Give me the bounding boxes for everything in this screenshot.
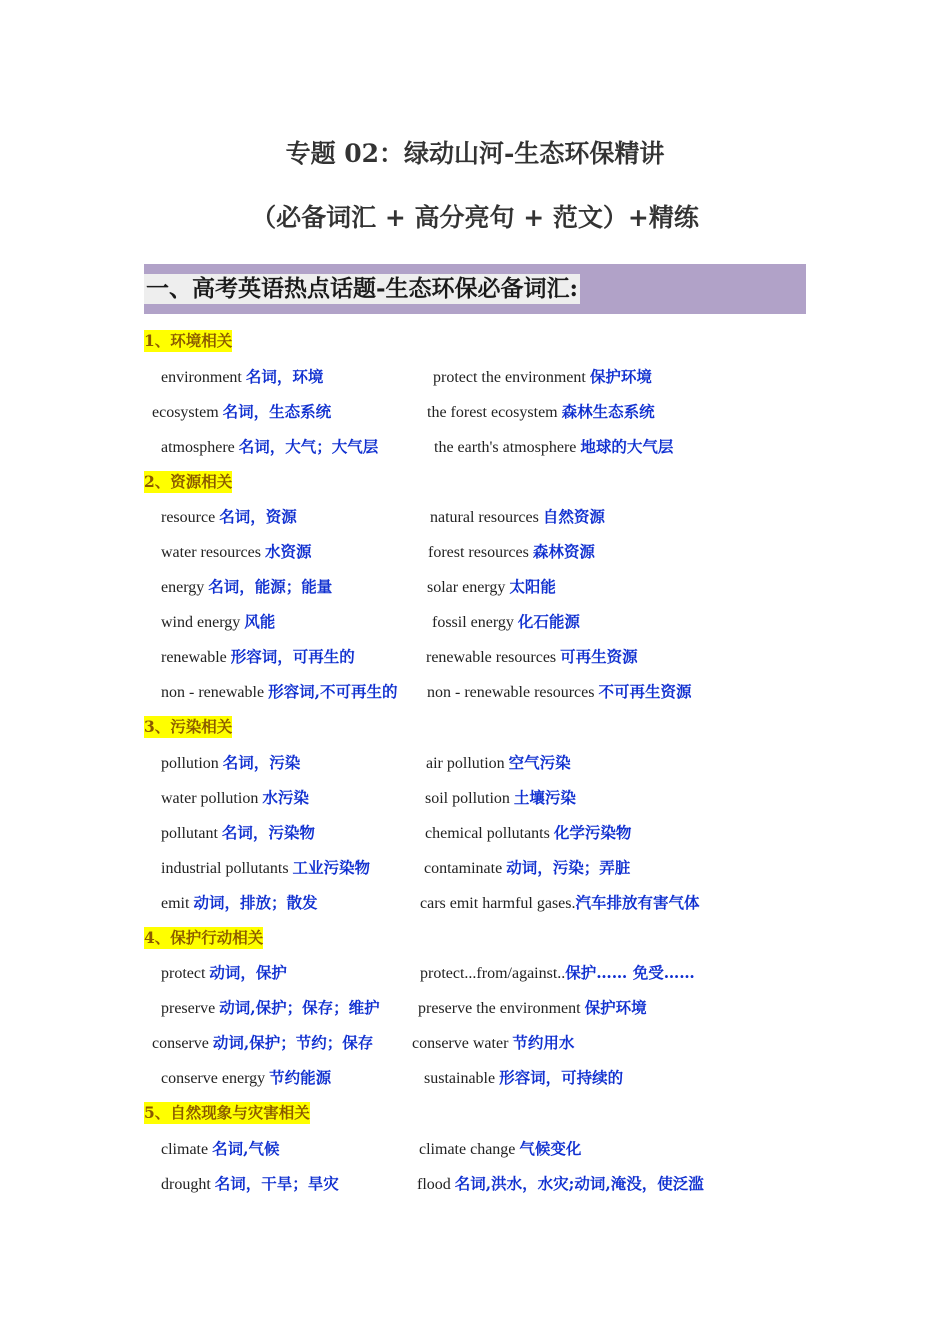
vocab-entry (420, 962, 695, 984)
vocab-entry (432, 611, 580, 633)
vocab-entry (152, 401, 331, 423)
vocab-chinese: 形容词，可再生的 (230, 647, 355, 666)
vocab-english: natural resources (430, 509, 539, 526)
vocab-entry (161, 892, 317, 914)
vocab-chinese: 名词，资源 (219, 507, 297, 526)
vocab-english: energy (161, 579, 205, 596)
vocab-chinese: 太阳能 (509, 577, 556, 596)
vocab-chinese: 地球的大气层 (580, 437, 674, 456)
vocab-entry (417, 1173, 704, 1195)
vocab-english: flood (417, 1176, 451, 1193)
vocab-english: water pollution (161, 790, 259, 807)
vocab-english: solar energy (427, 579, 506, 596)
vocab-chinese: 名词，环境 (245, 367, 324, 386)
vocab-english: cars emit harmful gases. (420, 895, 576, 912)
vocab-entry (433, 366, 652, 388)
vocab-entry (426, 752, 571, 774)
vocab-english: ecosystem (152, 404, 219, 421)
vocab-chinese: 名词，能源；能量 (208, 577, 333, 596)
vocab-entry (161, 962, 287, 984)
vocab-chinese: 不可再生资源 (598, 682, 692, 701)
vocab-english: contaminate (424, 860, 503, 877)
vocab-chinese: 保护…… 免受…… (565, 963, 695, 982)
vocab-chinese: 形容词，可持续的 (499, 1068, 624, 1087)
vocab-english: protect (161, 965, 206, 982)
vocab-chinese: 化石能源 (517, 612, 580, 631)
vocab-chinese: 名词,洪水，水灾;动词,淹没，使泛滥 (454, 1174, 704, 1193)
vocab-entry (427, 576, 556, 598)
vocab-chinese: 动词,保护；保存；维护 (219, 998, 380, 1017)
vocab-entry (161, 366, 323, 388)
section-heading: 一、高考英语热点话题-生态环保必备词汇: (146, 275, 579, 302)
vocab-entry (420, 892, 700, 914)
vocab-chinese: 工业污染物 (292, 858, 371, 877)
vocab-english: drought (161, 1176, 211, 1193)
vocab-entry (161, 997, 380, 1019)
vocab-chinese: 名词，污染物 (221, 823, 315, 842)
vocab-entry (161, 681, 397, 703)
vocab-entry (161, 541, 311, 563)
vocab-english: pollution (161, 755, 219, 772)
vocab-entry (161, 822, 315, 844)
vocab-entry (434, 436, 673, 458)
vocab-english: forest resources (428, 544, 529, 561)
vocab-entry (427, 401, 655, 423)
vocab-chinese: 动词，保护 (209, 963, 287, 982)
vocab-entry (161, 646, 355, 668)
vocab-chinese: 气候变化 (519, 1139, 582, 1158)
vocab-english: pollutant (161, 825, 218, 842)
vocab-english: sustainable (424, 1070, 496, 1087)
vocab-english: emit (161, 895, 190, 912)
vocab-chinese: 动词,保护；节约；保存 (212, 1033, 374, 1052)
vocab-entry (161, 1173, 339, 1195)
vocab-english: the forest ecosystem (427, 404, 558, 421)
vocab-entry (428, 541, 595, 563)
vocab-entry (427, 681, 692, 703)
vocab-chinese: 保护环境 (589, 367, 652, 386)
vocab-english: atmosphere (161, 439, 235, 456)
vocab-entry (161, 787, 309, 809)
vocab-english: non - renewable resources (427, 684, 595, 701)
vocab-english: climate change (419, 1141, 516, 1158)
vocab-chinese: 化学污染物 (553, 823, 632, 842)
vocab-chinese: 空气污染 (508, 753, 571, 772)
vocab-entry (430, 506, 605, 528)
vocab-chinese: 名词，干旱；旱灾 (214, 1174, 339, 1193)
vocab-english: preserve the environment (418, 1000, 581, 1017)
vocab-english: conserve energy (161, 1070, 266, 1087)
vocab-entry (161, 1138, 280, 1160)
vocab-chinese: 森林资源 (532, 542, 595, 561)
page-subtitle: （必备词汇 + 高分亮句 + 范文）+精练 (251, 203, 699, 232)
vocab-english: preserve (161, 1000, 216, 1017)
vocab-entry (152, 1032, 373, 1054)
vocab-chinese: 森林生态系统 (561, 402, 655, 421)
vocab-english: environment (161, 369, 242, 386)
vocab-english: renewable resources (426, 649, 557, 666)
vocab-english: renewable (161, 649, 227, 666)
vocab-chinese: 名词,气候 (212, 1139, 280, 1158)
vocab-chinese: 动词，排放；散发 (193, 893, 318, 912)
vocab-english: air pollution (426, 755, 505, 772)
vocab-entry (425, 822, 631, 844)
vocab-english: industrial pollutants (161, 860, 289, 877)
category-heading-resources: 2、资源相关 (144, 472, 233, 491)
vocab-entry (418, 997, 647, 1019)
vocab-chinese: 汽车排放有害气体 (575, 893, 700, 912)
vocab-entry (161, 752, 300, 774)
vocab-english: the earth's atmosphere (434, 439, 577, 456)
vocab-entry (412, 1032, 574, 1054)
vocab-entry (161, 611, 275, 633)
category-heading-protection: 4、保护行动相关 (144, 928, 264, 947)
vocab-chinese: 自然资源 (542, 507, 605, 526)
vocab-english: wind energy (161, 614, 241, 631)
vocab-chinese: 风能 (244, 612, 276, 631)
vocab-chinese: 保护环境 (584, 998, 647, 1017)
page-title: 专题 02：绿动山河-生态环保精讲 (285, 139, 665, 168)
vocab-english: protect the environment (433, 369, 586, 386)
vocab-chinese: 名词，大气；大气层 (238, 437, 379, 456)
vocab-english: chemical pollutants (425, 825, 550, 842)
vocab-entry (425, 787, 576, 809)
vocab-english: non - renewable (161, 684, 265, 701)
vocab-english: climate (161, 1141, 209, 1158)
vocab-chinese: 名词，生态系统 (222, 402, 332, 421)
vocab-chinese: 土壤污染 (513, 788, 576, 807)
vocab-entry (161, 1067, 331, 1089)
category-heading-natural-disasters: 5、自然现象与灾害相关 (144, 1103, 310, 1122)
vocab-english: soil pollution (425, 790, 510, 807)
vocab-chinese: 水污染 (262, 788, 309, 807)
vocab-entry (161, 576, 332, 598)
vocab-chinese: 动词，污染；弄脏 (506, 858, 631, 877)
vocab-entry (426, 646, 638, 668)
vocab-english: fossil energy (432, 614, 514, 631)
vocab-entry (161, 506, 297, 528)
vocab-english: conserve (152, 1035, 209, 1052)
vocab-chinese: 节约能源 (269, 1068, 332, 1087)
vocab-chinese: 名词，污染 (222, 753, 301, 772)
vocab-english: protect...from/against.. (420, 965, 566, 982)
vocab-english: conserve water (412, 1035, 509, 1052)
vocab-chinese: 可再生资源 (560, 647, 638, 666)
vocab-entry (424, 857, 630, 879)
vocab-chinese: 节约用水 (512, 1033, 575, 1052)
vocab-english: water resources (161, 544, 261, 561)
vocab-english: resource (161, 509, 216, 526)
vocab-entry (419, 1138, 581, 1160)
vocab-entry (161, 436, 378, 458)
vocab-chinese: 水资源 (264, 542, 312, 561)
category-heading-environment: 1、环境相关 (144, 331, 233, 350)
vocab-entry (424, 1067, 623, 1089)
category-heading-pollution: 3、污染相关 (144, 717, 233, 736)
vocab-entry (161, 857, 370, 879)
vocab-chinese: 形容词,不可再生的 (268, 682, 398, 701)
